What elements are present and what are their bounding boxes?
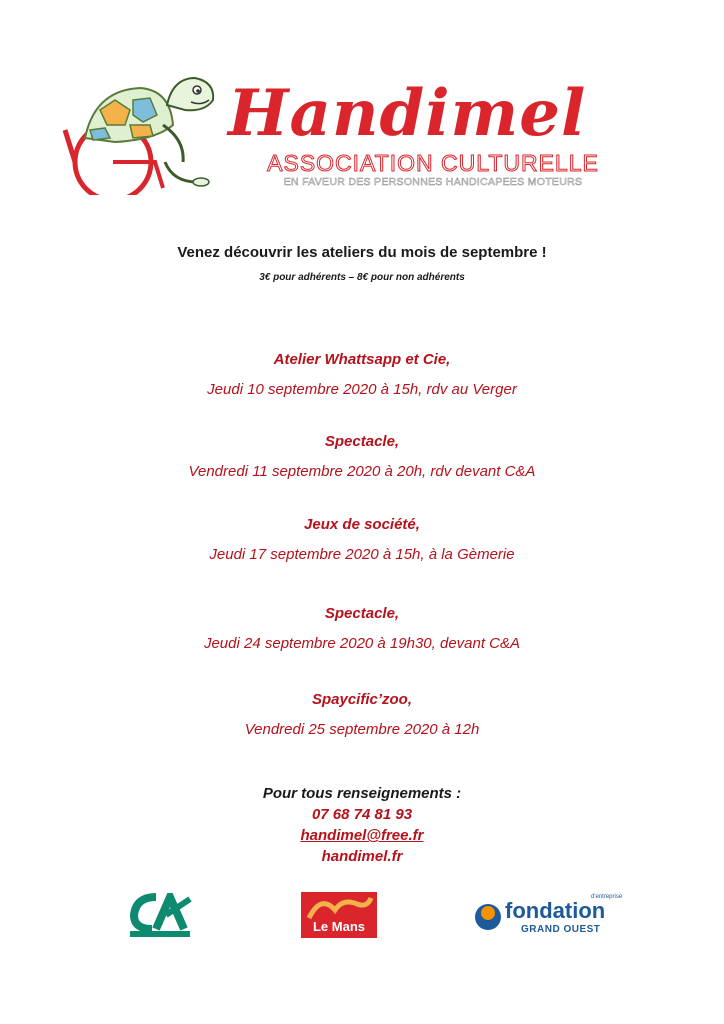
event-item: [0, 604, 724, 654]
credit-agricole-logo: [126, 893, 194, 939]
event-item: [0, 690, 724, 740]
event-item: [0, 515, 724, 565]
event-date: Jeudi 24 septembre 2020 à 19h30, devant C&A: [203, 635, 521, 652]
contact-email-link[interactable]: handimel@free.fr: [300, 827, 424, 844]
event-title: Spaycific’zoo,: [311, 691, 413, 708]
brand-name: Handimel: [228, 76, 587, 151]
fondation-logo: [473, 894, 623, 942]
turtle-wheelchair-icon: [55, 70, 225, 195]
price-info: 3€ pour adhérents – 8€ pour non adhérents: [259, 272, 465, 283]
fondation-sub: GRAND OUEST: [521, 924, 601, 935]
event-title: Spectacle,: [324, 605, 400, 622]
fondation-name: fondation: [505, 898, 606, 923]
event-item: [0, 432, 724, 482]
fondation-emblem-icon: [473, 902, 503, 932]
contact-label: Pour tous renseignements :: [262, 785, 462, 802]
fondation-small: d'entreprise: [591, 894, 623, 900]
event-date: Jeudi 17 septembre 2020 à 15h, à la Gèmerie: [209, 546, 515, 563]
contact-website-link[interactable]: handimel.fr: [321, 848, 403, 865]
event-title: Spectacle,: [324, 433, 400, 450]
brand-subtitle: ASSOCIATION CULTURELLE: [267, 150, 599, 176]
intro-headline: Venez découvrir les ateliers du mois de septembre !: [177, 244, 547, 261]
event-date: Vendredi 25 septembre 2020 à 12h: [244, 721, 480, 738]
contact-phone[interactable]: 07 68 74 81 93: [311, 806, 413, 823]
event-date: Jeudi 10 septembre 2020 à 15h, rdv au Verger: [207, 381, 517, 398]
contact-block: [0, 783, 724, 867]
le-mans-label: Le Mans: [312, 919, 365, 934]
event-date: Vendredi 11 septembre 2020 à 20h, rdv devant C&A: [188, 463, 536, 480]
event-title: Atelier Whattsapp et Cie,: [273, 351, 451, 368]
le-mans-logo: [301, 892, 377, 938]
event-item: [0, 350, 724, 400]
brand-tagline: EN FAVEUR DES PERSONNES HANDICAPEES MOTEURS: [283, 176, 583, 188]
event-title: Jeux de société,: [304, 516, 420, 533]
